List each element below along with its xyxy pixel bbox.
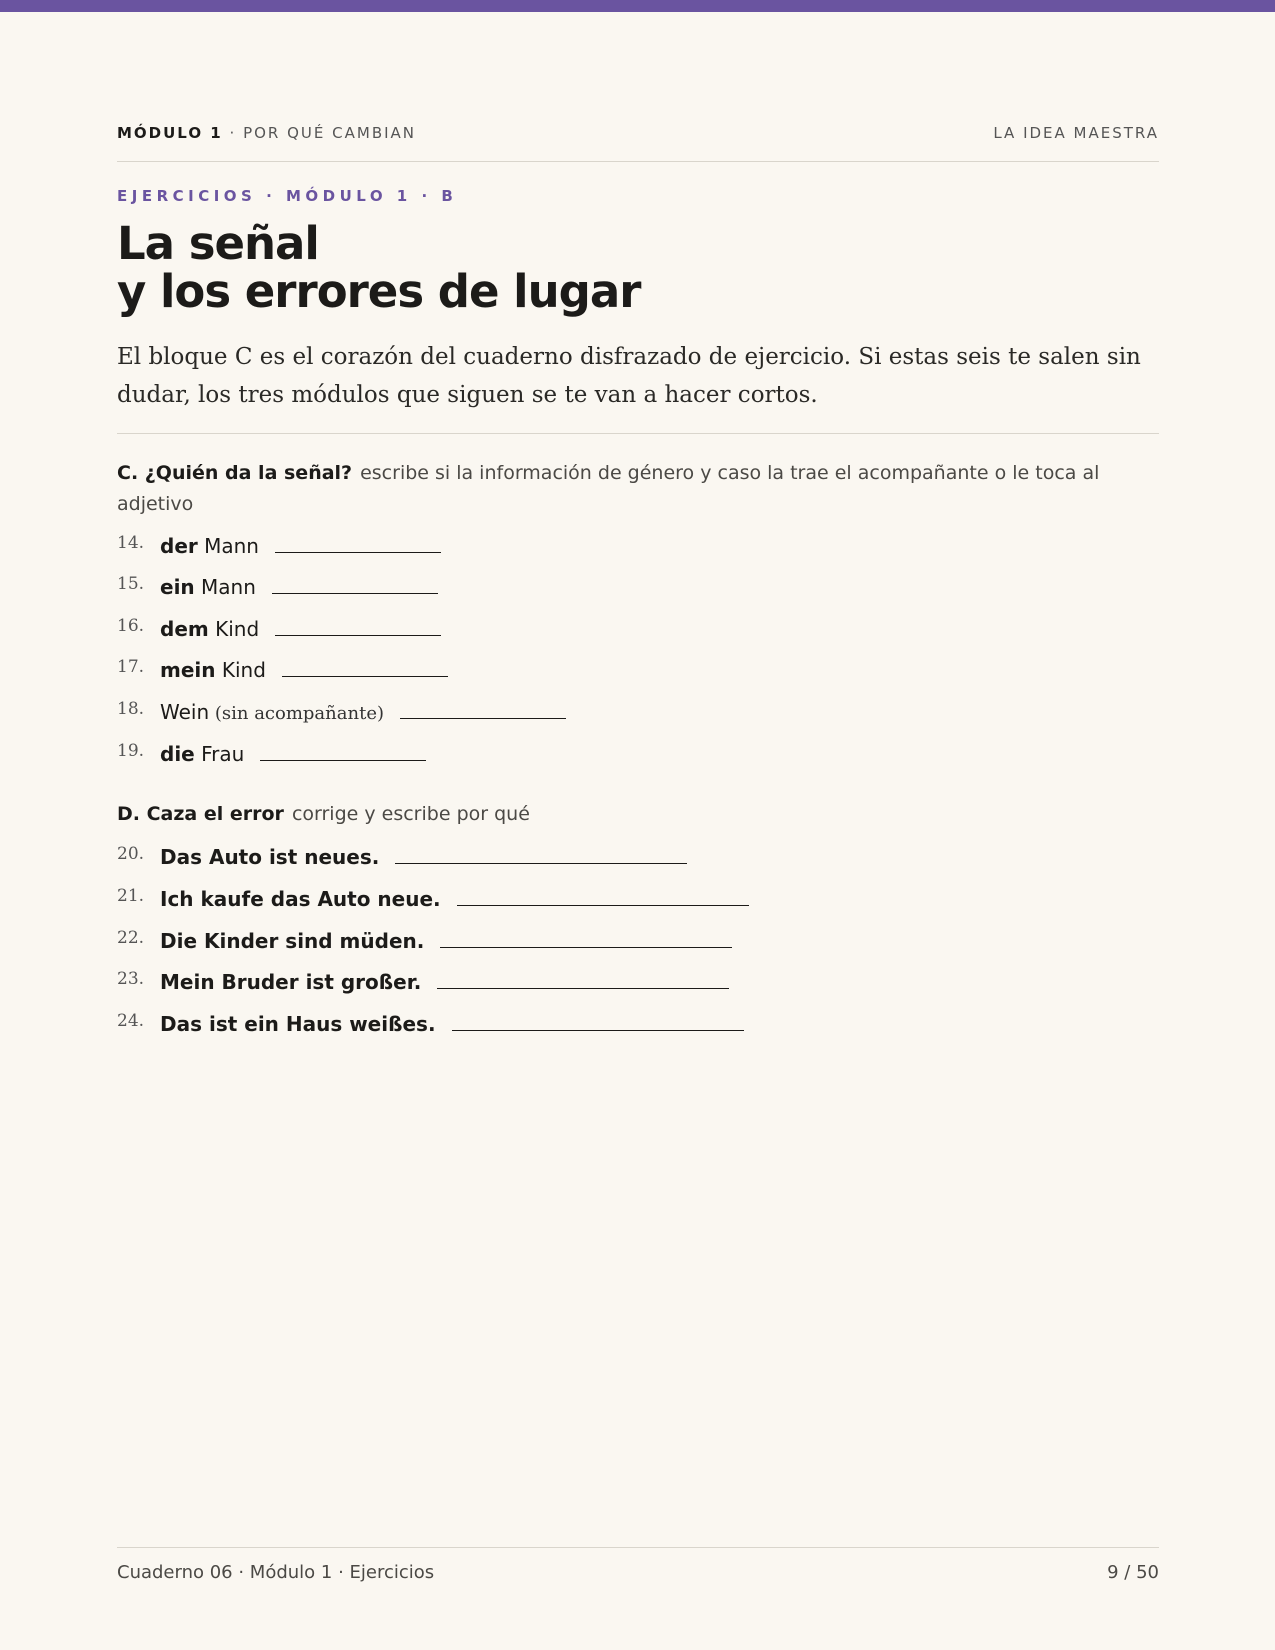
item-noun: Kind [215,658,266,682]
running-head-module: MÓDULO 1 [117,124,223,142]
item-article: dem [160,617,209,641]
item-number: 15. [117,574,145,594]
section-d-instruction: corrige y escribe por qué [291,803,530,825]
running-head-separator: · [222,124,244,142]
answer-blank[interactable] [260,759,426,761]
lede-divider [117,433,1159,434]
section-c-label: C. ¿Quién da la señal? [117,462,353,484]
item-number: 24. [117,1011,145,1031]
answer-blank[interactable] [437,987,729,989]
item-sentence: Das Auto ist neues. [160,845,380,869]
answer-blank[interactable] [440,946,732,948]
lede-paragraph: El bloque C es el corazón del cuaderno disfrazado de ejercicio. Si estas seis te salen sin dudar, los tres módulos que siguen se te van a hacer cortos. [117,344,1141,408]
running-head-topic: POR QUÉ CAMBIAN [243,124,417,142]
answer-blank[interactable] [457,904,749,906]
item-number: 22. [117,928,145,948]
answer-blank[interactable] [452,1029,744,1031]
page-title-line-1: La señal [117,217,319,270]
item-prompt [160,617,441,641]
section-d-heading [117,799,1159,830]
item-article: ein [160,575,195,599]
item-prompt [160,742,426,766]
item-prompt [160,929,732,953]
item-number: 16. [117,616,145,636]
item-noun: Wein [160,700,210,724]
answer-blank[interactable] [275,634,441,636]
item-number: 14. [117,533,145,553]
item-article: mein [160,658,216,682]
item-prompt [160,700,566,724]
answer-blank[interactable] [272,592,438,594]
item-number: 20. [117,844,145,864]
item-article: die [160,742,195,766]
item-prompt [160,1012,744,1036]
answer-blank[interactable] [282,675,448,677]
item-noun: Kind [208,617,260,641]
item-noun: Frau [194,742,245,766]
top-accent-bar [0,0,1275,12]
item-prompt [160,887,749,911]
item-prompt [160,534,441,558]
page-footer [117,1562,1159,1588]
item-prompt [160,658,448,682]
page-number: 9 / 50 [1107,1562,1159,1583]
running-head [117,124,1159,144]
section-c-heading [117,458,1159,520]
item-number: 17. [117,657,145,677]
running-head-right: LA IDEA MAESTRA [993,124,1159,142]
page-title [117,217,641,318]
footer-left-text: Cuaderno 06 · Módulo 1 · Ejercicios [117,1562,435,1583]
item-number: 18. [117,699,145,719]
item-sentence: Mein Bruder ist großer. [160,970,422,994]
item-note: (sin acompañante) [209,703,384,724]
page-title-line-2: y los errores de lugar [117,265,641,318]
running-head-left [117,124,416,142]
item-number: 19. [117,741,145,761]
answer-blank[interactable] [400,717,566,719]
item-sentence: Ich kaufe das Auto neue. [160,887,441,911]
item-number: 23. [117,969,145,989]
answer-blank[interactable] [275,551,441,553]
section-eyebrow: EJERCICIOS · MÓDULO 1 · B [117,187,458,205]
item-sentence: Die Kinder sind müden. [160,929,425,953]
footer-divider [117,1547,1159,1548]
item-prompt [160,970,729,994]
answer-blank[interactable] [395,862,687,864]
item-noun: Mann [197,534,259,558]
item-prompt [160,575,438,599]
item-number: 21. [117,886,145,906]
item-article: der [160,534,198,558]
item-noun: Mann [194,575,256,599]
item-prompt [160,845,687,869]
section-c-instruction: escribe si la información de género y caso la trae el acompañante o le toca al adjetivo [117,462,1100,515]
item-sentence: Das ist ein Haus weißes. [160,1012,436,1036]
header-divider [117,161,1159,162]
section-d-label: D. Caza el error [117,803,284,825]
